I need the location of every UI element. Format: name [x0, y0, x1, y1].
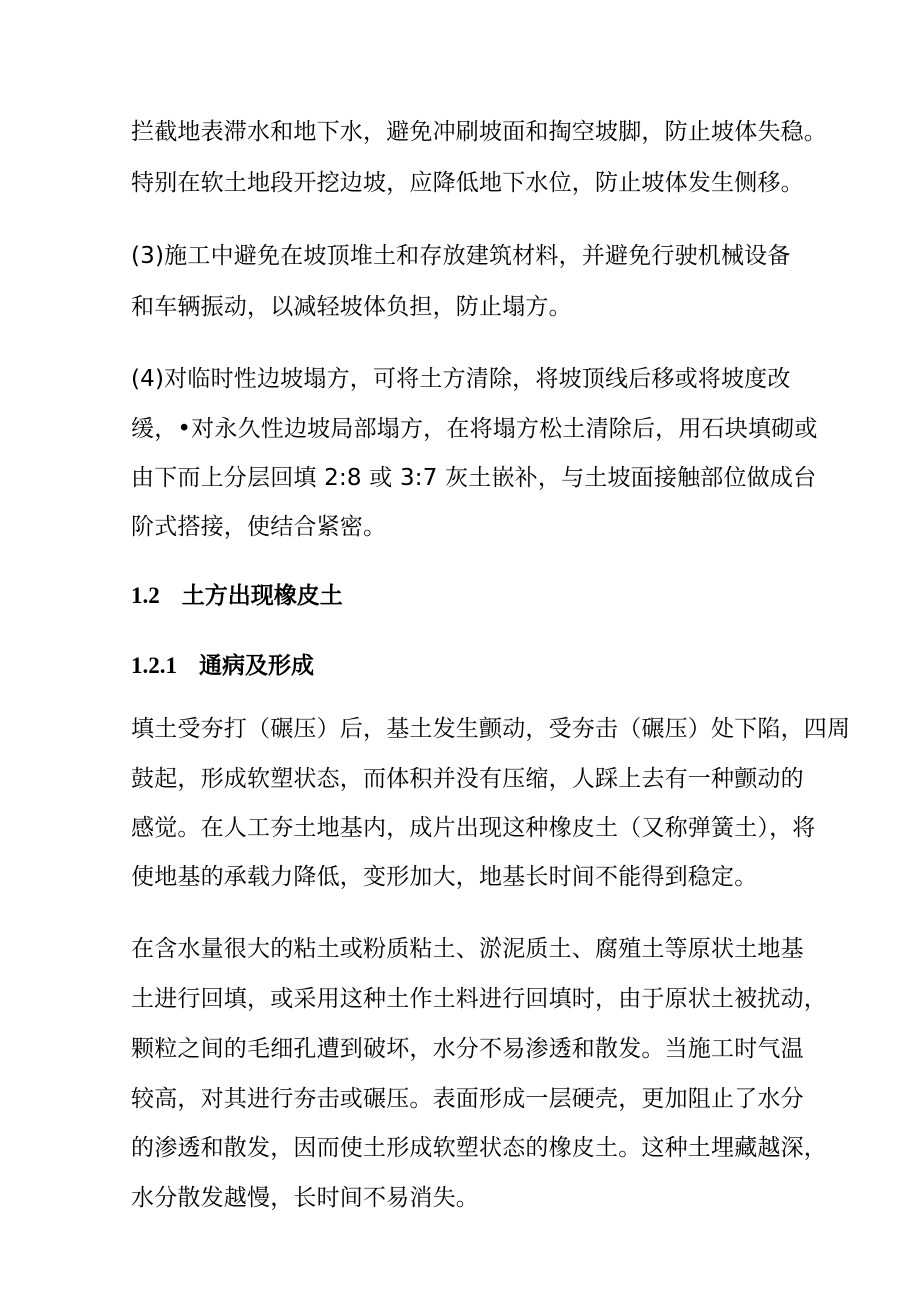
paragraph-line: 鼓起，形成软塑状态，而体积并没有压缩，人踩上去有一种颤动的 [131, 766, 804, 792]
paragraph-line: 阶式搭接，使结合紧密。 [131, 514, 387, 540]
paragraph-line: 的渗透和散发，因而使土形成软塑状态的橡皮土。这种土埋藏越深， [131, 1135, 827, 1161]
section-number: 1.2 [131, 583, 160, 608]
paragraph-line: 拦截地表滞水和地下水，避免冲刷坡面和掏空坡脚，防止坡体失稳。 [131, 119, 827, 145]
subsection-number: 1.2.1 [131, 653, 177, 678]
section-heading [131, 581, 343, 611]
paragraph-line: 缓，•对永久性边坡局部塌方，在将塌方松土清除后，用石块填砌或 [131, 416, 818, 442]
paragraph-line: 和车辆振动，以减轻坡体负担，防止塌方。 [131, 294, 572, 320]
paragraph-line: 颗粒之间的毛细孔遭到破坏，水分不易渗透和散发。当施工时气温 [131, 1036, 804, 1062]
paragraph-line: 特别在软土地段开挖边坡，应降低地下水位，防止坡体发生侧移。 [131, 170, 804, 196]
paragraph-line: (3)施工中避免在坡顶堆土和存放建筑材料，并避免行驶机械设备 [131, 243, 791, 269]
subsection-title: 通病及形成 [199, 653, 314, 679]
paragraph-line: 由下而上分层回填 2:8 或 3:7 灰土嵌补，与土坡面接触部位做成台 [131, 465, 817, 491]
paragraph-line: 较高，对其进行夯击或碾压。表面形成一层硬壳，更加阻止了水分 [131, 1086, 804, 1112]
paragraph-line: (4)对临时性边坡塌方，可将土方清除，将坡顶线后移或将坡度改 [131, 366, 791, 392]
paragraph-line: 感觉。在人工夯土地基内，成片出现这种橡皮土（又称弹簧土），将 [131, 815, 816, 841]
paragraph-line: 填土受夯打（碾压）后，基土发生颤动，受夯击（碾压）处下陷，四周 [131, 716, 851, 742]
section-title: 土方出现橡皮土 [181, 583, 343, 609]
paragraph-line: 使地基的承载力降低，变形加大，地基长时间不能得到稳定。 [131, 864, 758, 890]
paragraph-line: 在含水量很大的粘土或粉质粘土、淤泥质土、腐殖土等原状土地基 [131, 936, 804, 962]
paragraph-line: 土进行回填，或采用这种土作土料进行回填时，由于原状土被扰动， [131, 986, 827, 1012]
paragraph-line: 水分散发越慢，长时间不易消失。 [131, 1185, 479, 1211]
subsection-heading [131, 651, 314, 681]
